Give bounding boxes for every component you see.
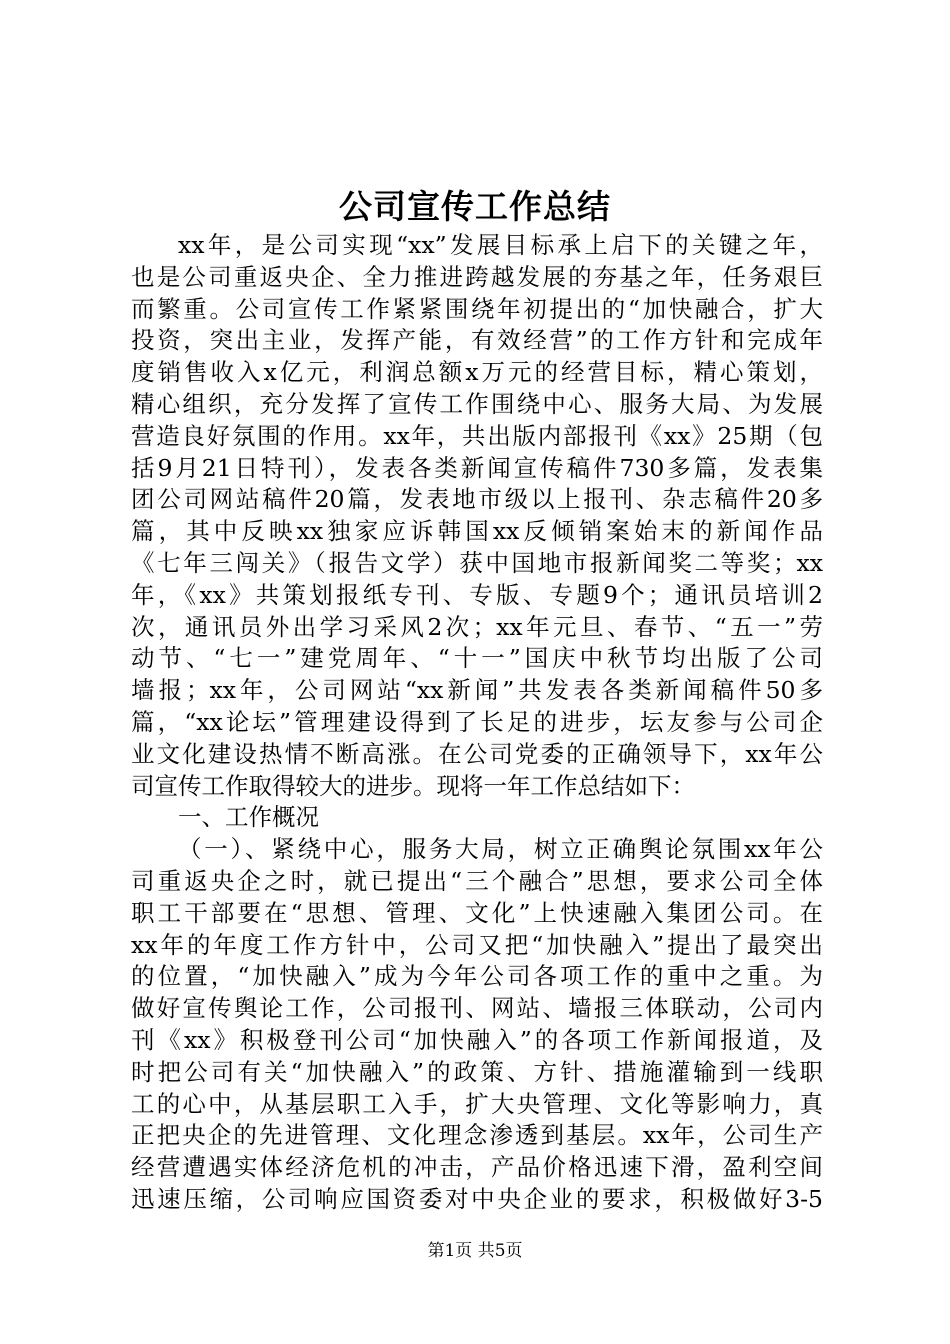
paragraph-line: xx年，是公司实现“xx”发展目标承上启下的关键之年， bbox=[178, 231, 823, 259]
paragraph-line: 职工干部要在“思想、管理、文化”上快速融入集团公司。在 bbox=[131, 898, 823, 927]
paragraph-line: 司宣传工作取得较大的进步。现将一年工作总结如下： bbox=[131, 771, 695, 800]
paragraph-line: 做好宣传舆论工作，公司报刊、网站、墙报三体联动，公司内 bbox=[131, 994, 823, 1023]
paragraph-line: 业文化建设热情不断高涨。在公司党委的正确领导下，xx年公 bbox=[131, 739, 823, 768]
paragraph-line: 的位置，“加快融入”成为今年公司各项工作的重中之重。为 bbox=[131, 962, 823, 991]
paragraph-line: 而繁重。公司宣传工作紧紧围绕年初提出的“加快融合，扩大 bbox=[131, 294, 823, 323]
paragraph-line: 次，通讯员外出学习采风2次；xx年元旦、春节、“五一”劳 bbox=[131, 612, 823, 641]
paragraph-line: xx年的年度工作方针中，公司又把“加快融入”提出了最突出 bbox=[131, 930, 823, 959]
paragraph-line: 投资，突出主业，发挥产能，有效经营”的工作方针和完成年 bbox=[131, 326, 823, 355]
paragraph-line: （一）、紧绕中心，服务大局，树立正确舆论氛围xx年公 bbox=[178, 835, 823, 864]
paragraph-line: 精心组织，充分发挥了宣传工作围绕中心、服务大局、为发展 bbox=[131, 389, 823, 418]
document-title: 公司宣传工作总结 bbox=[339, 187, 611, 226]
paragraph-line: 团公司网站稿件20篇，发表地市级以上报刊、杂志稿件20多 bbox=[131, 485, 823, 514]
paragraph-line: 也是公司重返央企、全力推进跨越发展的夯基之年，任务艰巨 bbox=[131, 262, 823, 291]
paragraph-line: 度销售收入x亿元，利润总额x万元的经营目标，精心策划， bbox=[131, 358, 823, 387]
paragraph-line: 篇，其中反映xx独家应诉韩国xx反倾销案始末的新闻作品 bbox=[131, 517, 823, 546]
paragraph-line: 刊《xx》积极登刊公司“加快融入”的各项工作新闻报道，及 bbox=[131, 1025, 823, 1054]
paragraph-line: 篇，“xx论坛”管理建设得到了长足的进步，坛友参与公司企 bbox=[131, 707, 823, 736]
paragraph-line: 营造良好氛围的作用。xx年，共出版内部报刊《xx》25期（包 bbox=[131, 421, 823, 450]
paragraph-line: 《七年三闯关》（报告文学）获中国地市报新闻奖二等奖；xx bbox=[131, 548, 823, 577]
page-footer: 第1页 共5页 bbox=[427, 1241, 523, 1261]
paragraph-line: 动节、“七一”建党周年、“十一”国庆中秋节均出版了公司 bbox=[131, 644, 823, 673]
paragraph-line: 工的心中，从基层职工入手，扩大央管理、文化等影响力，真 bbox=[131, 1089, 823, 1118]
paragraph-line: 经营遭遇实体经济危机的冲击，产品价格迅速下滑，盈利空间 bbox=[131, 1153, 823, 1182]
paragraph-line: 正把央企的先进管理、文化理念渗透到基层。xx年，公司生产 bbox=[131, 1121, 823, 1150]
paragraph-line: 司重返央企之时，就已提出“三个融合”思想，要求公司全体 bbox=[131, 866, 823, 895]
document-body bbox=[131, 230, 823, 1216]
paragraph-line: 迅速压缩，公司响应国资委对中央企业的要求，积极做好3-5 bbox=[131, 1184, 823, 1213]
paragraph-line: 括9月21日特刊），发表各类新闻宣传稿件730多篇，发表集 bbox=[131, 453, 823, 482]
paragraph-line: 时把公司有关“加快融入”的政策、方针、措施灌输到一线职 bbox=[131, 1057, 823, 1086]
paragraph-line: 年，《xx》共策划报纸专刊、专版、专题9个；通讯员培训2 bbox=[131, 580, 823, 609]
section-heading: 一、工作概况 bbox=[178, 803, 319, 832]
paragraph-line: 墙报；xx年，公司网站“xx新闻”共发表各类新闻稿件50多 bbox=[131, 676, 823, 705]
